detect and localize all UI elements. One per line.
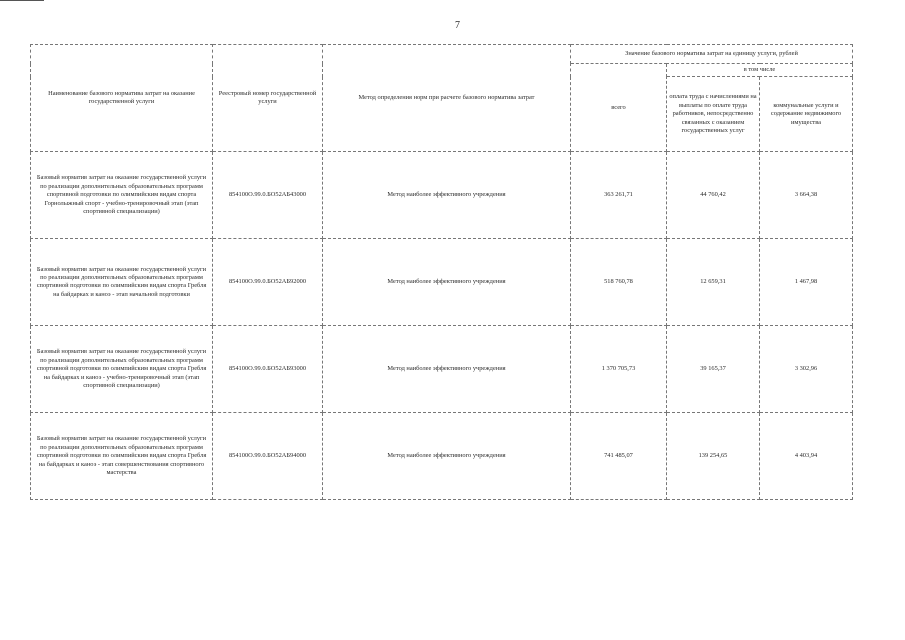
row-total: 1 370 705,73	[571, 326, 667, 413]
table-row	[31, 413, 853, 500]
row-registry: 854100О.99.0.БО52АБ43000	[213, 152, 323, 239]
base-cost-norms-table	[30, 44, 853, 500]
row-method: Метод наиболее эффективного учреждения	[323, 326, 571, 413]
table-row	[31, 152, 853, 239]
row-name: Базовый норматив затрат на оказание государственной услуги по реализации дополнительных образовательных программ спортивной подготовки по олимпийским видам спорта Гребля на байдарках и каноэ - этап совершенствования спортивного мастерства	[31, 413, 213, 500]
row-labor: 44 760,42	[667, 152, 760, 239]
header-name: Наименование базового норматива затрат на оказание государственной услуги	[31, 45, 213, 152]
row-registry: 854100О.99.0.БО52АБ94000	[213, 413, 323, 500]
page-number: 7	[455, 20, 460, 31]
header-including: в том числе	[667, 64, 853, 77]
table-row	[31, 239, 853, 326]
row-labor: 139 254,65	[667, 413, 760, 500]
row-method: Метод наиболее эффективного учреждения	[323, 239, 571, 326]
header-total: всего	[571, 64, 667, 152]
row-labor: 39 165,37	[667, 326, 760, 413]
row-total: 518 760,78	[571, 239, 667, 326]
header-utilities: коммунальные услуги и содержание недвижимого имущества	[760, 77, 853, 152]
row-method: Метод наиболее эффективного учреждения	[323, 413, 571, 500]
row-registry: 854100О.99.0.БО52АБ92000	[213, 239, 323, 326]
header-labor: оплата труда с начислениями на выплаты по оплате труда работников, непосредственно связанных с оказанием государственных услуг	[667, 77, 760, 152]
row-utilities: 4 403,94	[760, 413, 853, 500]
row-utilities: 3 302,96	[760, 326, 853, 413]
row-utilities: 3 664,38	[760, 152, 853, 239]
header-value-group: Значение базового норматива затрат на единицу услуги, рублей	[571, 45, 853, 64]
row-total: 363 261,71	[571, 152, 667, 239]
row-utilities: 1 467,98	[760, 239, 853, 326]
row-registry: 854100О.99.0.БО52АБ93000	[213, 326, 323, 413]
header-registry: Реестровый номер государственной услуги	[213, 45, 323, 152]
row-name: Базовый норматив затрат на оказание государственной услуги по реализации дополнительных образовательных программ спортивной подготовки по олимпийским видам спорта Гребля на байдарках и каноэ - этап начальной подготовки	[31, 239, 213, 326]
row-name: Базовый норматив затрат на оказание государственной услуги по реализации дополнительных образовательных программ спортивной подготовки по олимпийским видам спорта Горнолыжный спорт - учебно-тренировочный этап (этап спортивной специализации)	[31, 152, 213, 239]
table-row	[31, 326, 853, 413]
row-labor: 12 659,31	[667, 239, 760, 326]
row-name: Базовый норматив затрат на оказание государственной услуги по реализации дополнительных образовательных программ спортивной подготовки по олимпийским видам спорта Гребля на байдарках и каноэ - учебно-тренировочный этап (этап спортивной специализации)	[31, 326, 213, 413]
scan-edge-line	[0, 0, 44, 1]
header-method: Метод определения норм при расчете базового норматива затрат	[323, 45, 571, 152]
row-total: 741 485,07	[571, 413, 667, 500]
row-method: Метод наиболее эффективного учреждения	[323, 152, 571, 239]
